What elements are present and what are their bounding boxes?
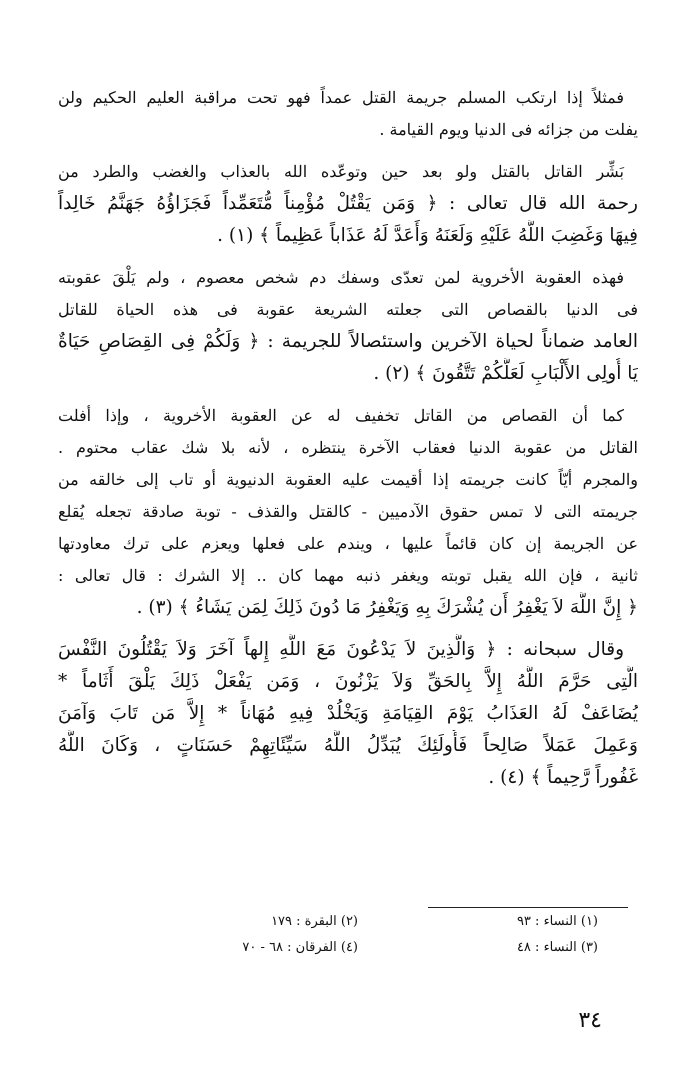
page-number: ٣٤ bbox=[578, 1008, 602, 1033]
text-line: عن الجريمة إن كان قائماً عليها ، ويندم على فعلها ويعزم على ترك معاودتها bbox=[58, 534, 638, 553]
verse-line: فِيهَا وَغَضِبَ اللَّهُ عَلَيْهِ وَلَعَنَهُ وَأَعَدَّ لَهُ عَذَاباً عَظِيماً ﴾ (١) . bbox=[217, 225, 638, 246]
text-line: ثانية ، فإن الله يقبل توبته ويغفر ذنبه مهما كان .. إلا الشرك : قال تعالى : bbox=[58, 566, 638, 585]
paragraph-4 bbox=[58, 400, 638, 624]
verse-line: رحمة الله قال تعالى : ﴿ وَمَن يَقْتُلْ مُؤْمِناً مُّتَعَمِّداً فَجَزَاؤُهُ جَهَنَّمُ خَالِداً bbox=[58, 193, 638, 214]
verse-line: غَفُوراً رَّحِيماً ﴾ (٤) . bbox=[488, 767, 638, 788]
paragraph-5 bbox=[58, 634, 638, 794]
paragraph-2 bbox=[58, 156, 638, 252]
footnote-divider bbox=[428, 907, 628, 908]
verse-line: يَا أُولِى الأَلْبَابِ لَعَلَّكُمْ تَتَّقُونَ ﴾ (٢) . bbox=[373, 363, 638, 384]
verse-line: الَّتِى حَرَّمَ اللَّهُ إِلاَّ بِالحَقِّ وَلاَ يَزْنُونَ ، وَمَن يَفْعَلْ ذَلِكَ يَلْقَ أَثَاماً * bbox=[58, 671, 638, 692]
text-line: كما أن القصاص من القاتل تخفيف له عن العقوبة الأخروية ، وإذا أفلت bbox=[58, 406, 624, 425]
text-line: جريمته التى لا تمس حقوق الآدميين - كالقتل والقذف - توبة صادقة تجعله يُقلع bbox=[58, 502, 638, 521]
verse-line: وقال سبحانه : ﴿ وَالَّذِينَ لاَ يَدْعُونَ مَعَ اللَّهِ إِلهاً آخَرَ وَلاَ يَقْتُلُونَ النَّفْسَ bbox=[58, 639, 624, 660]
verse-line: ﴿ إِنَّ اللَّهَ لاَ يَغْفِرُ أَن يُشْرَكَ بِهِ وَيَغْفِرُ مَا دُونَ ذَلِكَ لِمَن يَشَاءُ ﴾ (٣) . bbox=[136, 597, 638, 618]
text-line: فهذه العقوبة الأخروية لمن تعدّى وسفك دم شخص معصوم ، ولم يَلْقَ عقوبته bbox=[58, 268, 624, 287]
verse-line: يُضَاعَفْ لَهُ العَذَابُ يَوْمَ القِيَامَةِ وَيَخْلُدْ فِيهِ مُهَاناً * إِلاَّ مَن تَابَ وَآمَنَ bbox=[58, 703, 638, 724]
footnote-1: (١) النساء : ٩٣ bbox=[516, 914, 598, 929]
verse-line: العامد ضماناً لحياة الآخرين واستئصالاً للجريمة : ﴿ وَلَكُمْ فِى القِصَاصِ حَيَاةٌ bbox=[58, 331, 638, 352]
verse-line: وَعَمِلَ عَمَلاً صَالِحاً فَأُولَئِكَ يُبَدِّلُ اللَّهُ سَيِّئَاتِهِمْ حَسَنَاتٍ ، وَكَانَ اللَّهُ bbox=[58, 735, 638, 756]
paragraph-1 bbox=[58, 82, 638, 146]
footnote-3: (٣) النساء : ٤٨ bbox=[516, 940, 598, 955]
text-line: يفلت من جزائه فى الدنيا ويوم القيامة . bbox=[379, 120, 638, 139]
text-line: بَشِّر القاتل بالقتل ولو بعد حين وتوعّده الله بالعذاب والغضب والطرد من bbox=[58, 162, 624, 181]
body-text bbox=[58, 82, 638, 794]
text-line: القاتل من عقوبة الدنيا فعقاب الآخرة ينتظره ، لأنه بلا شك عقاب محتوم . bbox=[58, 438, 638, 457]
footnote-2: (٢) البقرة : ١٧٩ bbox=[271, 914, 358, 929]
footnote-4: (٤) الفرقان : ٦٨ - ٧٠ bbox=[242, 940, 358, 955]
text-line: فمثلاً إذا ارتكب المسلم جريمة القتل عمداً فهو تحت مراقبة العليم الحكيم ولن bbox=[58, 88, 624, 107]
text-line: فى الدنيا بالقصاص التى جعلته الشريعة عقوبة فى هذه الحياة للقاتل bbox=[58, 300, 638, 319]
text-line: والمجرم أيّاً كانت جريمته إذا أقيمت عليه العقوبة الدنيوية أو تاب إلى خالقه من bbox=[58, 470, 638, 489]
paragraph-3 bbox=[58, 262, 638, 390]
